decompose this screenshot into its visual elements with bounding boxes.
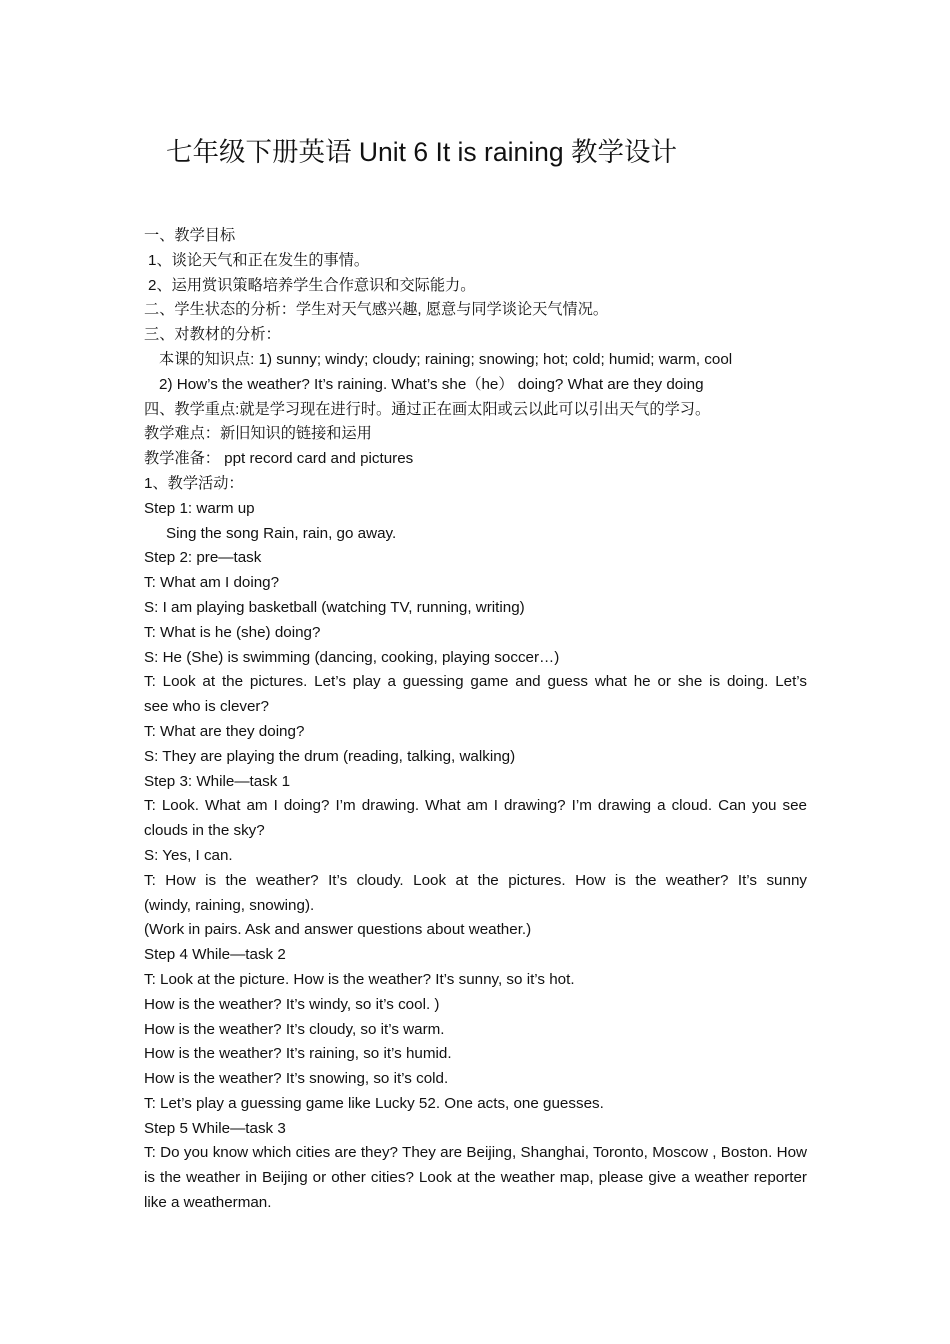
dialogue-line: S: They are playing the drum (reading, talking, walking) [144,747,516,765]
step-4-heading: Step 4 While—task 2 [144,946,286,964]
dialogue-line: T: Look at the picture. How is the weather? It’s sunny, so it’s hot. [144,970,575,988]
step-2-heading: Step 2: pre—task [144,549,262,567]
dialogue-line: like a weatherman. [144,1194,272,1212]
dialogue-line: S: I am playing basketball (watching TV, running, writing) [144,598,525,616]
heading-material-analysis: 三、对教材的分析： [144,326,281,344]
knowledge-points-2: 2) How’s the weather? It’s raining. What’s she（he） doing? What are they doing [159,375,704,393]
dialogue-line: is the weather in Beijing or other cities? Look at the weather map, please give a weather reporter [144,1169,807,1187]
heading-activities: 1、教学活动： [144,474,244,492]
dialogue-line: S: Yes, I can. [144,846,233,864]
dialogue-line: T: How is the weather? It’s cloudy. Look at the pictures. How is the weather? It’s sunny [144,871,807,889]
dialogue-line: How is the weather? It’s cloudy, so it’s warm. [144,1020,445,1038]
dialogue-line: S: He (She) is swimming (dancing, cooking, playing soccer…) [144,648,560,666]
dialogue-line: T: What am I doing? [144,574,280,592]
heading-student-analysis: 二、学生状态的分析：学生对天气感兴趣, 愿意与同学谈论天气情况。 [144,301,609,319]
step-5-heading: Step 5 While—task 3 [144,1119,286,1137]
goal-1: 1、谈论天气和正在发生的事情。 [148,251,370,269]
heading-teaching-goals: 一、教学目标 [144,227,236,244]
document-title: 七年级下册英语 Unit 6 It is raining 教学设计 [166,137,677,167]
step-1-text: Sing the song Rain, rain, go away. [166,524,397,542]
dialogue-line: T: Look. What am I doing? I’m drawing. What am I drawing? I’m drawing a cloud. Can you see [144,797,807,815]
dialogue-line: How is the weather? It’s windy, so it’s cool. ) [144,995,440,1013]
step-3-heading: Step 3: While—task 1 [144,772,291,790]
teaching-preparation: 教学准备： ppt record card and pictures [144,450,414,468]
goal-2: 2、运用赏识策略培养学生合作意识和交际能力。 [148,276,476,294]
dialogue-line: T: Let’s play a guessing game like Lucky 52. One acts, one guesses. [144,1094,604,1112]
difficult-points: 教学难点：新旧知识的链接和运用 [144,425,372,443]
dialogue-line: T: What are they doing? [144,722,305,740]
dialogue-line: T: Do you know which cities are they? They are Beijing, Shanghai, Toronto, Moscow , Boston. How [144,1144,807,1162]
heading-key-points: 四、教学重点:就是学习现在进行时。通过正在画太阳或云以此可以引出天气的学习。 [144,400,711,418]
dialogue-line: clouds in the sky? [144,822,265,840]
step-1-heading: Step 1: warm up [144,499,255,517]
document-body [144,224,807,1216]
dialogue-line: see who is clever? [144,698,269,716]
dialogue-line: T: What is he (she) doing? [144,623,321,641]
dialogue-line: How is the weather? It’s snowing, so it’s cold. [144,1070,449,1088]
dialogue-line: (Work in pairs. Ask and answer questions about weather.) [144,921,532,939]
dialogue-line: T: Look at the pictures. Let’s play a guessing game and guess what he or she is doing. Let’s [144,673,807,691]
knowledge-points-1: 本课的知识点: 1) sunny; windy; cloudy; raining; snowing; hot; cold; humid; warm, cool [159,350,733,368]
dialogue-line: (windy, raining, snowing). [144,896,315,914]
dialogue-line: How is the weather? It’s raining, so it’s humid. [144,1045,452,1063]
